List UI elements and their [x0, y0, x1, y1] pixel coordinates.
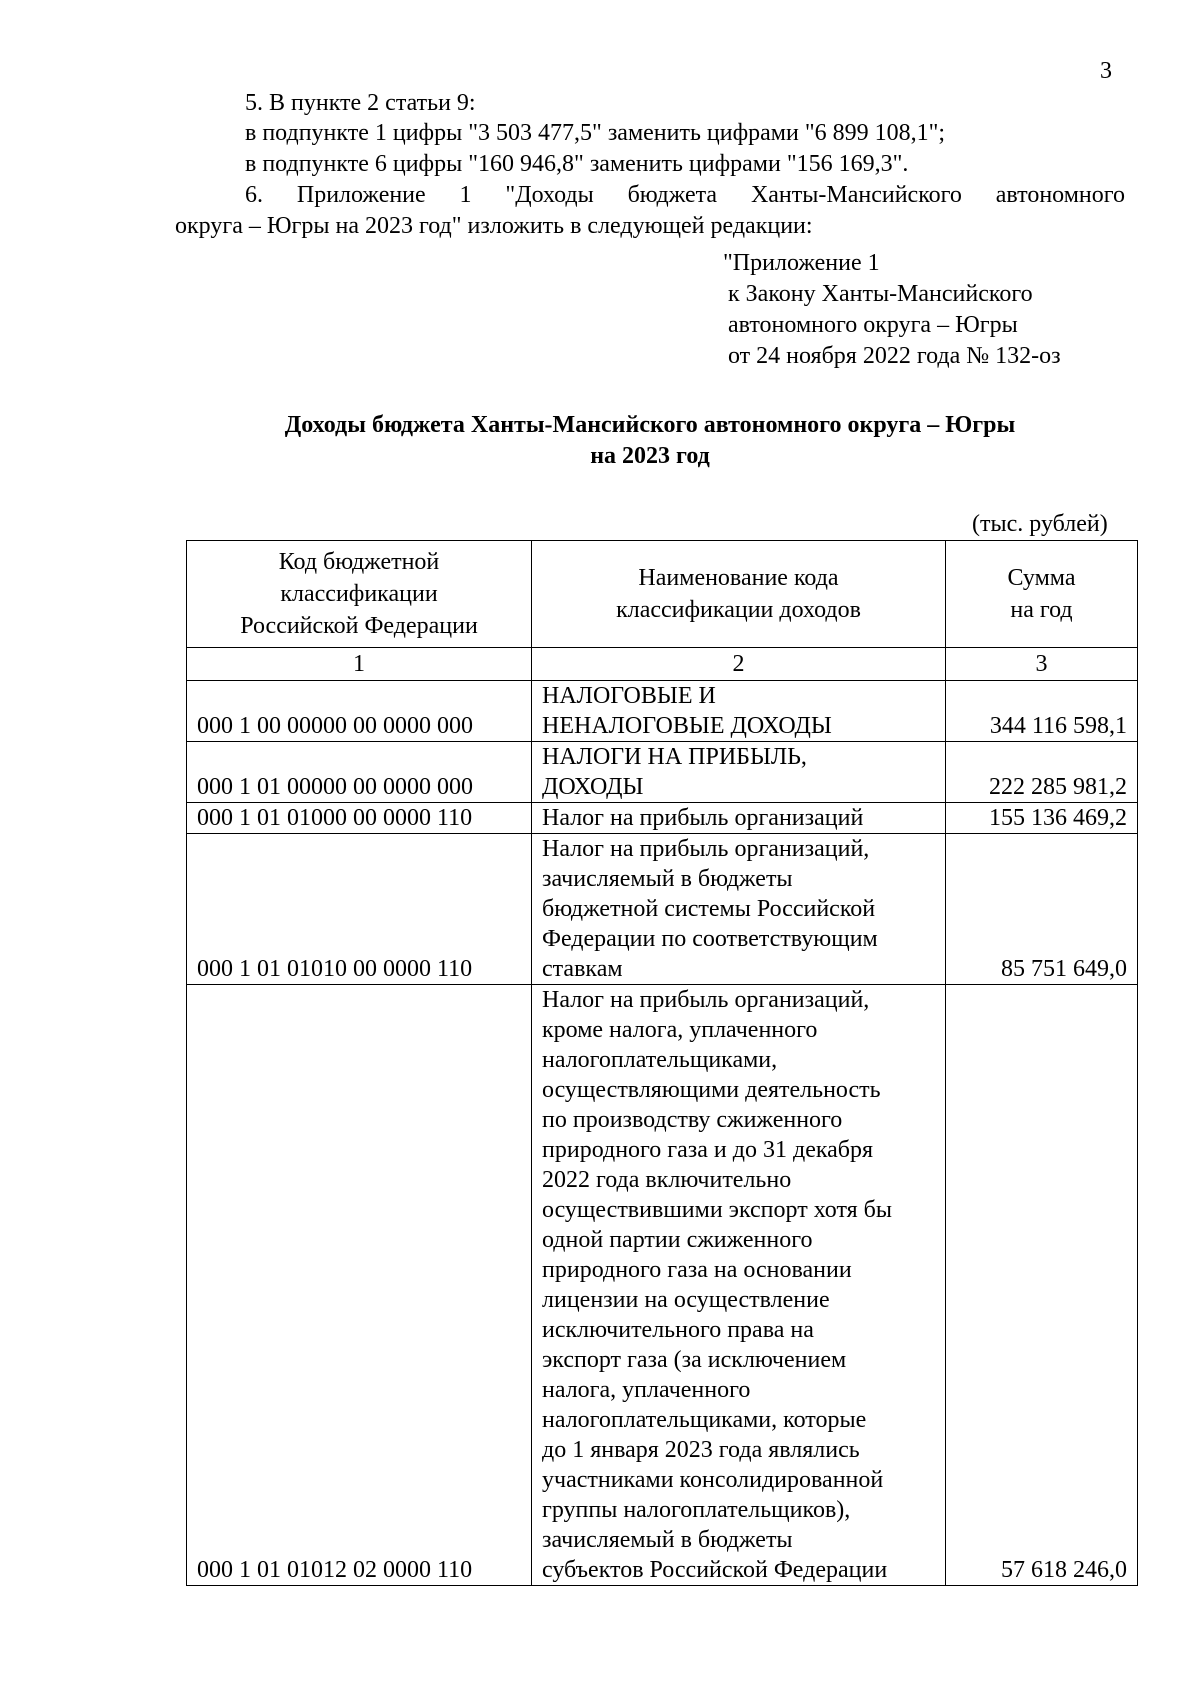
- appendix-reference: [723, 248, 1061, 372]
- row-name-line: НАЛОГИ НА ПРИБЫЛЬ,: [542, 744, 807, 770]
- row-name-line: природного газа и до 31 декабря: [542, 1137, 874, 1163]
- row-name-line: налога, уплаченного: [542, 1377, 751, 1403]
- row-sum: 57 618 246,0: [946, 985, 1138, 1586]
- document-title-line-2: на 2023 год: [590, 443, 710, 469]
- header-name: Наименование кода классификации доходов: [532, 541, 946, 648]
- row-name-line: природного газа на основании: [542, 1257, 852, 1283]
- header-sum: Сумма на год: [946, 541, 1138, 648]
- column-number-2: 2: [532, 648, 946, 681]
- appendix-line-4: от 24 ноября 2022 года № 132-оз: [728, 343, 1061, 369]
- row-name-line: зачисляемый в бюджеты: [542, 866, 793, 892]
- row-name: [532, 834, 946, 985]
- paragraph-5-subitem-6: в подпункте 6 цифры "160 946,8" заменить цифрами "156 169,3".: [245, 151, 909, 177]
- row-name-line: налогоплательщиками, которые: [542, 1407, 867, 1433]
- row-name-line: Налог на прибыль организаций,: [542, 987, 870, 1013]
- row-name-line: Налог на прибыль организаций: [542, 805, 864, 831]
- table-row: [187, 985, 1138, 1586]
- row-name-line: субъектов Российской Федерации: [542, 1557, 888, 1583]
- paragraph-5-subitem-1: в подпункте 1 цифры "3 503 477,5" заменить цифрами "6 899 108,1";: [245, 120, 946, 146]
- row-name-line: НЕНАЛОГОВЫЕ ДОХОДЫ: [542, 713, 832, 739]
- row-name-line: по производству сжиженного: [542, 1107, 843, 1133]
- page-number: 3: [1100, 58, 1112, 84]
- income-table: [186, 540, 1138, 1586]
- row-name-line: кроме налога, уплаченного: [542, 1017, 818, 1043]
- row-name-line: экспорт газа (за исключением: [542, 1347, 847, 1373]
- column-number-3: 3: [946, 648, 1138, 681]
- document-title-line-1: Доходы бюджета Ханты-Мансийского автономного округа – Югры: [284, 412, 1016, 438]
- paragraph-5-title: 5. В пункте 2 статьи 9:: [245, 90, 476, 116]
- row-name-line: ставкам: [542, 956, 623, 982]
- appendix-line-3: автономного округа – Югры: [728, 312, 1018, 338]
- row-name-line: зачисляемый в бюджеты: [542, 1527, 793, 1553]
- table-row: [187, 803, 1138, 834]
- row-name-line: Федерации по соответствующим: [542, 926, 878, 952]
- row-name-line: до 1 января 2023 года являлись: [542, 1437, 860, 1463]
- row-name: [532, 803, 946, 834]
- row-name-line: одной партии сжиженного: [542, 1227, 813, 1253]
- table-header-row: [187, 541, 1138, 648]
- row-name-line: 2022 года включительно: [542, 1167, 792, 1193]
- units-label: (тыс. рублей): [972, 511, 1108, 537]
- appendix-line-2: к Закону Ханты-Мансийского: [728, 281, 1033, 307]
- row-name-line: бюджетной системы Российской: [542, 896, 876, 922]
- row-sum: 344 116 598,1: [946, 681, 1138, 742]
- row-name-line: ДОХОДЫ: [542, 774, 644, 800]
- row-name-line: исключительного права на: [542, 1317, 814, 1343]
- header-code: Код бюджетной классификации Российской Федерации: [187, 541, 532, 648]
- row-name: [532, 742, 946, 803]
- row-name: [532, 681, 946, 742]
- row-sum: 155 136 469,2: [946, 803, 1138, 834]
- row-sum: 85 751 649,0: [946, 834, 1138, 985]
- row-code: 000 1 00 00000 00 0000 000: [187, 681, 532, 742]
- table-row: [187, 742, 1138, 803]
- row-name-line: НАЛОГОВЫЕ И: [542, 683, 716, 709]
- row-sum: 222 285 981,2: [946, 742, 1138, 803]
- document-title: [0, 410, 1200, 472]
- table-row: [187, 681, 1138, 742]
- row-name-line: осуществляющими деятельность: [542, 1077, 881, 1103]
- row-name: [532, 985, 946, 1586]
- row-name-line: осуществившими экспорт хотя бы: [542, 1197, 893, 1223]
- row-name-line: лицензии на осуществление: [542, 1287, 830, 1313]
- paragraph-6-line-2: округа – Югры на 2023 год" изложить в следующей редакции:: [175, 213, 813, 239]
- column-number-1: 1: [187, 648, 532, 681]
- row-name-line: группы налогоплательщиков),: [542, 1497, 851, 1523]
- row-name-line: Налог на прибыль организаций,: [542, 836, 870, 862]
- row-name-line: налогоплательщиками,: [542, 1047, 778, 1073]
- row-code: 000 1 01 01010 00 0000 110: [187, 834, 532, 985]
- table-body: [187, 681, 1138, 1586]
- paragraph-6-line-1: 6. Приложение 1 "Доходы бюджета Ханты-Мансийского автономного: [245, 182, 1125, 208]
- table-row: [187, 834, 1138, 985]
- row-code: 000 1 01 01012 02 0000 110: [187, 985, 532, 1586]
- row-code: 000 1 01 01000 00 0000 110: [187, 803, 532, 834]
- appendix-line-1: "Приложение 1: [723, 250, 880, 276]
- row-code: 000 1 01 00000 00 0000 000: [187, 742, 532, 803]
- row-name-line: участниками консолидированной: [542, 1467, 884, 1493]
- table-column-numbers-row: [187, 648, 1138, 681]
